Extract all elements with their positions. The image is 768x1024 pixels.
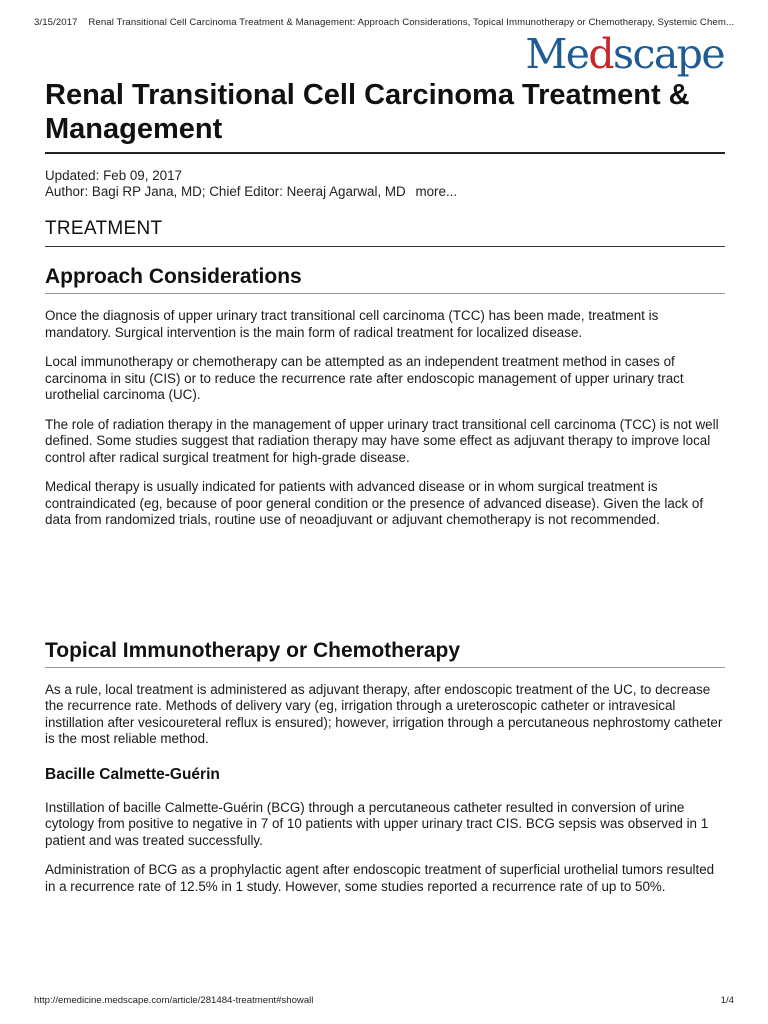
print-date: 3/15/2017 (34, 17, 78, 28)
paragraph: Instillation of bacille Calmette-Guérin (BCG) through a percutaneous catheter resulted in conversion of urine cytology from positive to negative in 7 of 10 patients with upper urinary tract CIS. BCG sepsis was observed in 1 patient and was treated successfully. (45, 799, 709, 848)
print-page-title: Renal Transitional Cell Carcinoma Treatment & Management: Approach Considerations, Topical Immunotherapy or Chemotherapy, Systemic Chem... (88, 17, 735, 28)
paragraph: Medical therapy is usually indicated for patients with advanced disease or in whom surgical treatment is contraindicated (eg, because of poor general condition or the presence of advanced disease). Given the lack of data from randomized trials, routine use of neoadjuvant or adjuvant chemotherapy is not recommended. (45, 479, 704, 527)
paragraph: Administration of BCG as a prophylactic agent after endoscopic treatment of superficial urothelial tumors resulted in a recurrence rate of 12.5% in 1 study. However, some studies reported a recurrence rate of up to 50%. (45, 862, 715, 894)
article (45, 78, 725, 895)
print-footer (34, 995, 734, 1006)
page-url: http://emedicine.medscape.com/article/281484-treatment#showall (34, 995, 314, 1006)
paragraph: Once the diagnosis of upper urinary tract transitional cell carcinoma (TCC) has been made, treatment is mandatory. Surgical intervention is the main form of radical treatment for localized disease. (45, 308, 659, 340)
medscape-logo[interactable]: Medscape (525, 30, 724, 78)
print-header (34, 17, 758, 28)
heading-approach-considerations: Approach Considerations (45, 265, 725, 294)
paragraph: Local immunotherapy or chemotherapy can be attempted as an independent treatment method in cases of carcinoma in situ (CIS) or to reduce the recurrence rate after endoscopic management of upper urinary tract urothelial carcinoma (UC). (45, 354, 684, 402)
author-line (45, 184, 725, 200)
subheading-bcg: Bacille Calmette-Guérin (45, 765, 220, 783)
paragraph: The role of radiation therapy in the management of upper urinary tract transitional cell carcinoma (TCC) is not well defined. Some studies suggest that radiation therapy may have some effect as adjuvant therapy to improve local control after radical surgical treatment for high-grade disease. (45, 416, 719, 465)
more-link[interactable]: more... (415, 184, 458, 199)
section-label-treatment: TREATMENT (45, 218, 725, 247)
article-title: Renal Transitional Cell Carcinoma Treatment & Management (45, 78, 725, 154)
updated-date: Updated: Feb 09, 2017 (45, 168, 182, 183)
author-text: Author: Bagi RP Jana, MD; Chief Editor: Neeraj Agarwal, MD (45, 184, 406, 199)
paragraph: As a rule, local treatment is administered as adjuvant therapy, after endoscopic treatment of the UC, to decrease the recurrence rate. Methods of delivery vary (eg, irrigation through a ureteroscopic catheter or intravesical instillation after vesicoureteral reflux is ensured); however, irrigation through a percutaneous nephrostomy catheter is the most reliable method. (45, 681, 723, 746)
page-number: 1/4 (720, 995, 734, 1006)
article-meta (45, 168, 725, 200)
heading-topical-immunotherapy: Topical Immunotherapy or Chemotherapy (45, 639, 725, 668)
